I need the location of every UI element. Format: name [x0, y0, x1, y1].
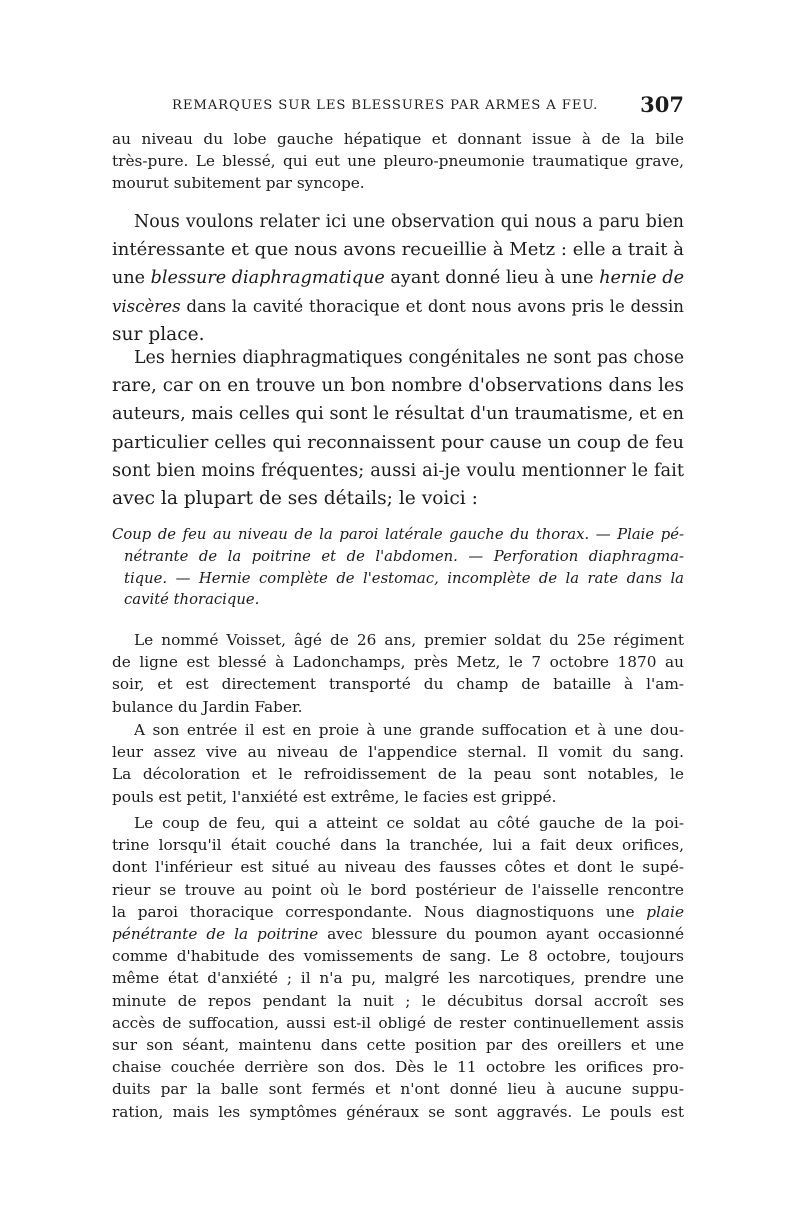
text-line: de ligne est blessé à Ladonchamps, près Metz, le 7 octobre 1870 au [112, 653, 684, 672]
paragraph-wound [112, 812, 684, 1123]
text-line: rare, car on en trouve un bon nombre d'observations dans les [112, 375, 684, 397]
running-title: REMARQUES SUR LES BLESSURES PAR ARMES A FEU. [172, 98, 599, 113]
text-line [112, 923, 684, 945]
text-run: ayant donné lieu à une [384, 268, 600, 289]
heading-line: nétrante de la poitrine et de l'abdomen. — Perforation diaphragma- [124, 547, 684, 565]
italic-term: plaie [646, 902, 684, 921]
text-line: ration, mais les symptômes généraux se sont aggravés. Le pouls est [112, 1102, 684, 1121]
text-line: comme d'habitude des vomissements de sang. Le 8 octobre, toujours [112, 947, 684, 966]
text-line: trine lorsqu'il était couché dans la tranchée, lui a fait deux orifices, [112, 836, 684, 855]
text-line: dont l'inférieur est situé au niveau des fausses côtes et dont le supé- [112, 858, 684, 877]
text-line: intéressante et que nous avons recueillie à Metz : elle a trait à [112, 239, 684, 261]
heading-line: Coup de feu au niveau de la paroi latérale gauche du thorax. — Plaie pé- [112, 526, 684, 543]
text-line: auteurs, mais celles qui sont le résultat d'un traumatisme, et en [112, 404, 684, 425]
page-number: 307 [640, 92, 684, 117]
text-line: Le coup de feu, qui a atteint ce soldat au côté gauche de la poi- [134, 814, 684, 832]
text-line: avec la plupart de ses détails; le voici : [112, 488, 478, 510]
paragraph-hernias [112, 344, 684, 513]
paragraph-patient [112, 629, 684, 718]
text-line: rieur se trouve au point où le bord postérieur de l'aisselle rencontre [112, 880, 684, 899]
text-line: au niveau du lobe gauche hépatique et donnant issue à de la bile [112, 130, 684, 148]
italic-term: viscères [112, 296, 181, 316]
text-line: mourut subitement par syncope. [112, 174, 365, 193]
text-line: chaise couchée derrière son dos. Dès le 11 octobre les orifices pro- [112, 1058, 684, 1077]
paragraph-admission [112, 719, 684, 808]
text-line: Nous voulons relater ici une observation qui nous a paru bien [134, 212, 684, 232]
text-line [112, 901, 684, 923]
heading-line: cavité thoracique. [124, 591, 260, 609]
italic-term: blessure diaphragmatique [150, 268, 385, 289]
text-line [112, 293, 684, 321]
paragraph-continued [112, 128, 684, 195]
text-line: soir, et est directement transporté du champ de bataille à l'am- [112, 675, 684, 694]
text-line: sur place. [112, 323, 205, 345]
paragraph-observation-intro [112, 208, 684, 349]
text-run: une [112, 268, 151, 289]
case-heading [112, 524, 684, 611]
text-line: duits par la balle sont fermés et n'ont donné lieu à aucune suppu- [112, 1080, 684, 1099]
text-line: bulance du Jardin Faber. [112, 697, 303, 716]
text-line: accès de suffocation, aussi est-il obligé de rester continuellement assis [112, 1013, 684, 1032]
text-run: la paroi thoracique correspondante. Nous diagnostiquons une [112, 902, 647, 921]
text-line: pouls est petit, l'anxiété est extrême, le facies est grippé. [112, 787, 557, 806]
heading-line: tique. — Hernie complète de l'estomac, incomplète de la rate dans la [124, 569, 684, 587]
text-line: Les hernies diaphragmatiques congénitales ne sont pas chose [134, 348, 684, 368]
italic-term: hernie de [599, 268, 684, 289]
text-line: leur assez vive au niveau de l'appendice sternal. Il vomit du sang. [112, 743, 684, 762]
text-line: très-pure. Le blessé, qui eut une pleuro-pneumonie traumatique grave, [112, 152, 684, 171]
text-line: Le nommé Voisset, âgé de 26 ans, premier soldat du 25e régiment [134, 631, 684, 649]
text-run: dans la cavité thoracique et dont nous avons pris le dessin [180, 296, 684, 316]
text-line: même état d'anxiété ; il n'a pu, malgré les narcotiques, prendre une [112, 969, 684, 988]
text-line [112, 264, 684, 292]
text-line: particulier celles qui reconnaissent pour cause un coup de feu [112, 431, 684, 453]
text-line: A son entrée il est en proie à une grande suffocation et à une dou- [134, 721, 684, 739]
text-line: sont bien moins fréquentes; aussi ai-je voulu mentionner le fait [112, 459, 684, 481]
text-line: sur son séant, maintenu dans cette position par des oreillers et une [112, 1036, 684, 1055]
italic-term: pénétrante de la poitrine [112, 925, 319, 944]
text-run: avec blessure du poumon ayant occasionné [318, 925, 685, 944]
text-line: minute de repos pendant la nuit ; le décubitus dorsal accroît ses [112, 991, 684, 1010]
text-line: La décoloration et le refroidissement de la peau sont notables, le [112, 765, 684, 784]
page-header [112, 92, 684, 116]
